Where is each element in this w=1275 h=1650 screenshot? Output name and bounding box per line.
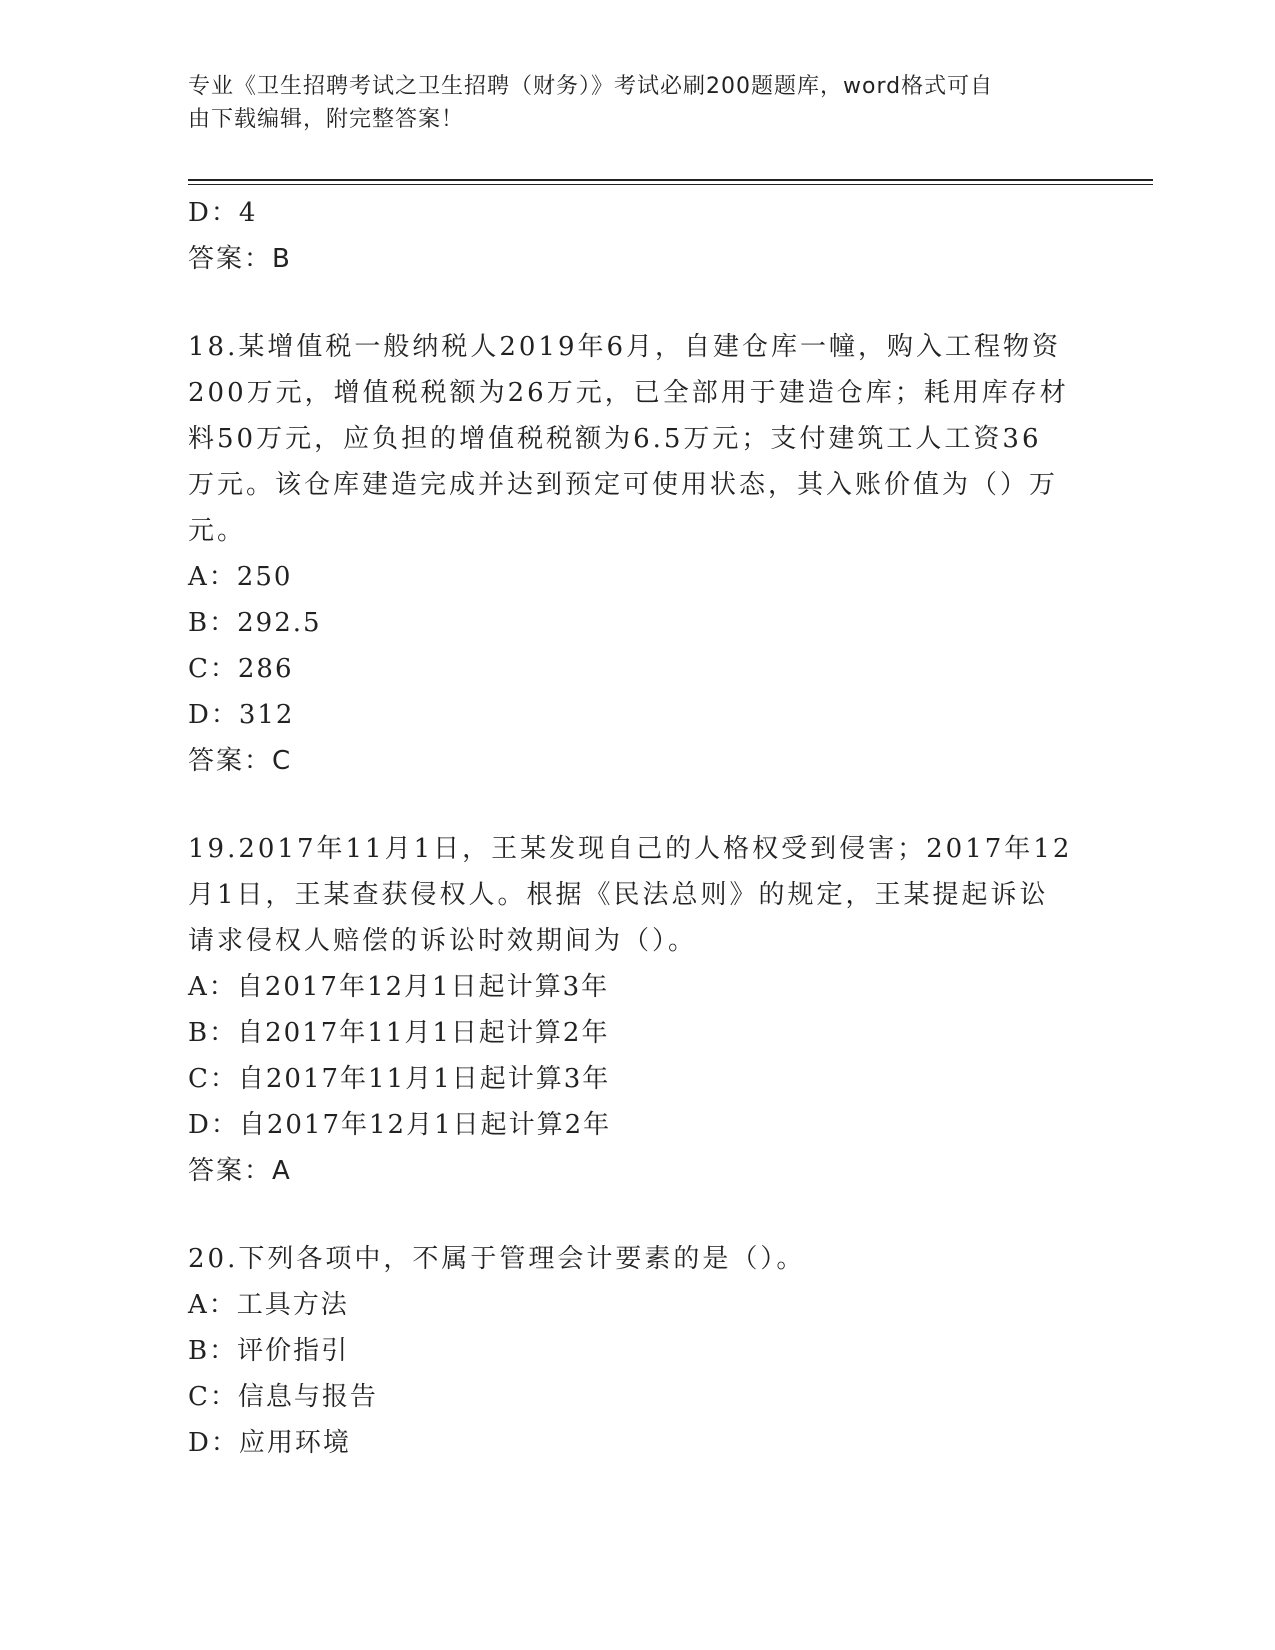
answer-line: 答案：B [188,244,292,274]
question-20 [188,1236,1068,1466]
option-a: A：250 [188,562,293,592]
question-text-line: 元。 [188,516,247,546]
question-text-line: 19.2017年11月1日，王某发现自己的人格权受到侵害；2017年12 [188,834,1073,864]
question-text-line: 200万元，增值税税额为26万元，已全部用于建造仓库；耗用库存材 [188,378,1069,408]
question-text-line: 请求侵权人赔偿的诉讼时效期间为（）。 [188,926,698,956]
option-d: D：312 [188,700,295,730]
document-header [188,70,1068,136]
option-b: B：292.5 [188,608,322,638]
header-divider-thin [188,184,1153,185]
header-line-1: 专业《卫生招聘考试之卫生招聘（财务）》考试必刷200题题库，word格式可自 [188,74,994,99]
answer-line: 答案：A [188,1156,292,1186]
option-a: A：工具方法 [188,1290,349,1320]
question-18 [188,324,1068,784]
option-c: C：286 [188,654,294,684]
question-text-line: 20.下列各项中，不属于管理会计要素的是（）。 [188,1244,806,1274]
question-text-line: 月1日，王某查获侵权人。根据《民法总则》的规定，王某提起诉讼 [188,880,1049,910]
header-divider-thick [188,179,1153,181]
option-b: B：评价指引 [188,1336,350,1366]
option-d: D：应用环境 [188,1428,351,1458]
question-text-line: 18.某增值税一般纳税人2019年6月，自建仓库一幢，购入工程物资 [188,332,1062,362]
question-19 [188,826,1073,1194]
answer-line: 答案：C [188,746,293,776]
question-text-line: 万元。该仓库建造完成并达到预定可使用状态，其入账价值为（）万 [188,470,1059,500]
header-line-2: 由下载编辑，附完整答案！ [188,107,465,132]
document-body [188,190,1073,1466]
option-d: D：自2017年12月1日起计算2年 [188,1110,612,1140]
option-c: C：自2017年11月1日起计算3年 [188,1064,611,1094]
option-b: B：自2017年11月1日起计算2年 [188,1018,610,1048]
question-text-line: 料50万元，应负担的增值税税额为6.5万元；支付建筑工人工资36 [188,424,1042,454]
option-d: D：4 [188,198,258,228]
previous-question-tail [188,190,1068,282]
option-a: A：自2017年12月1日起计算3年 [188,972,610,1002]
option-c: C：信息与报告 [188,1382,378,1412]
